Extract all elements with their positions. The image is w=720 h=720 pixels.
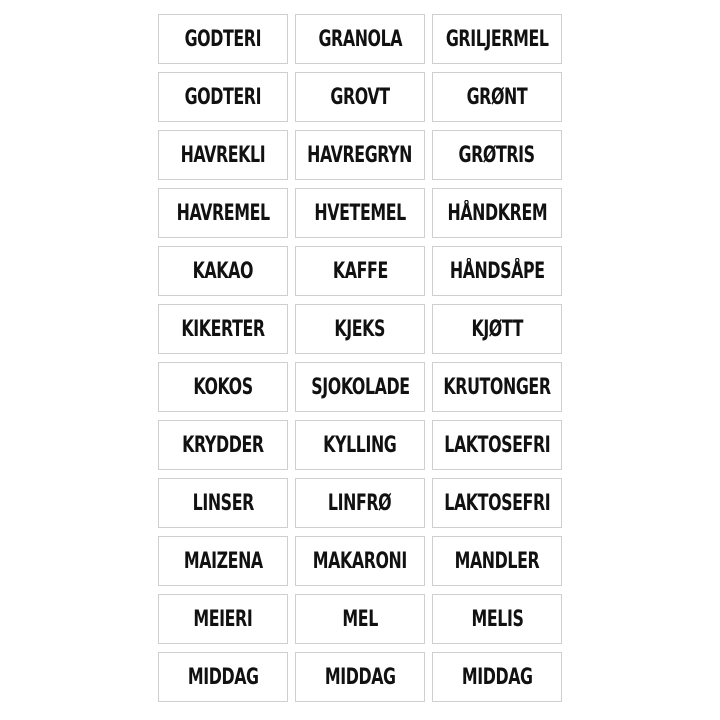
pantry-label-text: LINFRØ: [328, 490, 392, 516]
pantry-label: [295, 188, 425, 238]
pantry-label-text: MANDLER: [454, 548, 540, 574]
pantry-label-text: GRØTRIS: [458, 142, 536, 168]
pantry-label-text: KOKOS: [193, 374, 253, 400]
pantry-label: [295, 72, 425, 122]
pantry-label-text: GODTERI: [184, 26, 262, 52]
pantry-label-text: KJEKS: [334, 316, 386, 342]
pantry-label-text: KYLLING: [323, 432, 397, 458]
pantry-label-text: KRYDDER: [182, 432, 264, 458]
pantry-label: [295, 246, 425, 296]
pantry-label: [158, 362, 288, 412]
label-sheet: [158, 14, 562, 702]
pantry-label: [295, 652, 425, 702]
pantry-label: [158, 478, 288, 528]
pantry-label-text: LAKTOSEFRI: [444, 432, 550, 458]
pantry-label-text: MIDDAG: [461, 664, 533, 690]
pantry-label: [158, 14, 288, 64]
pantry-label: [295, 304, 425, 354]
pantry-label-text: HAVREGRYN: [307, 142, 413, 168]
pantry-label-text: GROVT: [330, 84, 390, 110]
pantry-label: [432, 188, 562, 238]
pantry-label: [158, 594, 288, 644]
pantry-label-text: MAIZENA: [183, 548, 263, 574]
pantry-label: [158, 188, 288, 238]
pantry-label-text: GRILJERMEL: [445, 26, 549, 52]
pantry-label-text: GRØNT: [466, 84, 528, 110]
pantry-label: [295, 594, 425, 644]
pantry-label-text: HVETEMEL: [314, 200, 406, 226]
pantry-label: [158, 652, 288, 702]
pantry-label: [432, 420, 562, 470]
pantry-label: [432, 304, 562, 354]
pantry-label: [432, 14, 562, 64]
pantry-label: [295, 478, 425, 528]
pantry-label: [295, 130, 425, 180]
pantry-label: [432, 246, 562, 296]
pantry-label-text: MEL: [342, 606, 378, 632]
pantry-label: [158, 130, 288, 180]
pantry-label-text: HAVREKLI: [180, 142, 266, 168]
pantry-label-text: MEIERI: [193, 606, 253, 632]
pantry-label: [158, 536, 288, 586]
pantry-label-text: KAKAO: [192, 258, 254, 284]
pantry-label-text: MELIS: [471, 606, 523, 632]
pantry-label: [432, 536, 562, 586]
pantry-label-text: LINSER: [192, 490, 254, 516]
pantry-label: [295, 14, 425, 64]
pantry-label: [158, 246, 288, 296]
pantry-label: [295, 420, 425, 470]
pantry-label: [295, 536, 425, 586]
pantry-label-text: HÅNDSÅPE: [449, 258, 545, 284]
pantry-label: [158, 420, 288, 470]
pantry-label-text: KJØTT: [471, 316, 523, 342]
pantry-label: [432, 652, 562, 702]
pantry-label: [295, 362, 425, 412]
pantry-label: [432, 362, 562, 412]
pantry-label: [432, 72, 562, 122]
pantry-label: [158, 72, 288, 122]
pantry-label-text: LAKTOSEFRI: [444, 490, 550, 516]
pantry-label-text: MIDDAG: [187, 664, 259, 690]
pantry-label: [432, 478, 562, 528]
pantry-label-text: GRANOLA: [318, 26, 402, 52]
pantry-label-text: KRUTONGER: [443, 374, 551, 400]
pantry-label-text: KIKERTER: [181, 316, 265, 342]
pantry-label: [432, 130, 562, 180]
pantry-label-text: HAVREMEL: [176, 200, 270, 226]
pantry-label-text: GODTERI: [184, 84, 262, 110]
pantry-label-text: HÅNDKREM: [447, 200, 547, 226]
pantry-label-text: MIDDAG: [324, 664, 396, 690]
pantry-label-text: SJOKOLADE: [310, 374, 410, 400]
pantry-label: [158, 304, 288, 354]
pantry-label-text: MAKARONI: [312, 548, 408, 574]
pantry-label: [432, 594, 562, 644]
pantry-label-text: KAFFE: [332, 258, 388, 284]
